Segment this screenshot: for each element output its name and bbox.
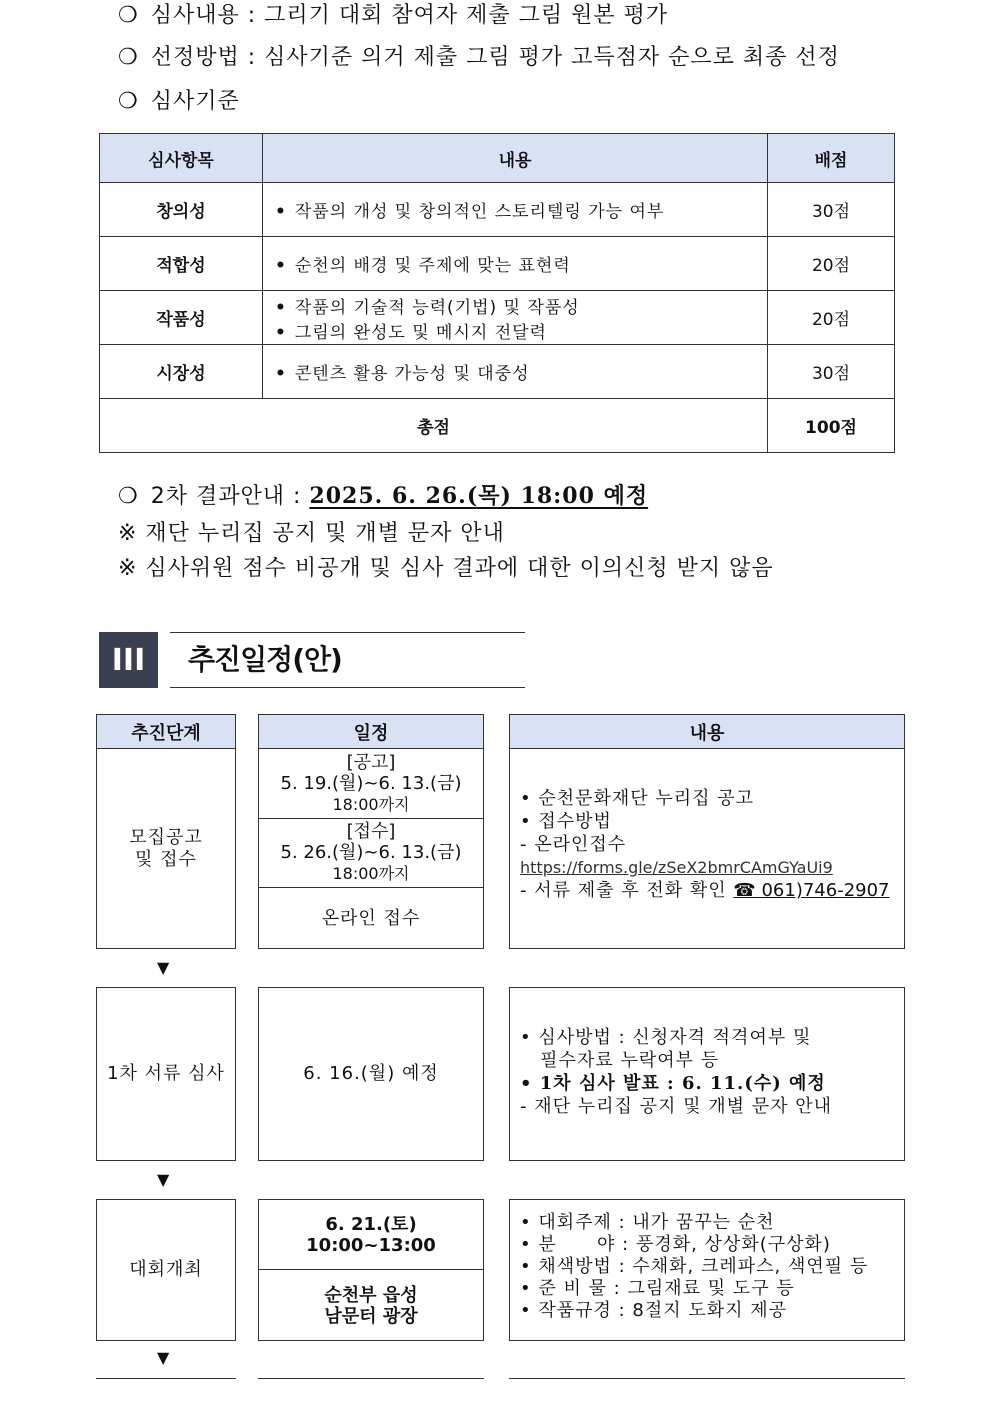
stage-recruitment-content: • 순천문화재단 누리집 공고 • 접수방법 - 온라인접수 https://forms.gle/zSeX2bmrCAmGYaUi9 - 서류 제출 후 전화 확인 ☎ 061)746-2907 [509, 748, 905, 949]
circle-bullet-icon: ❍ [118, 45, 139, 70]
application-form-link[interactable]: https://forms.gle/zSeX2bmrCAmGYaUi9 [520, 858, 833, 877]
section-top-line [170, 632, 525, 633]
circle-bullet-icon: ❍ [118, 484, 139, 509]
stage-document-review-date: 6. 16.(월) 예정 [258, 987, 484, 1161]
section-bottom-line [170, 687, 525, 688]
schedule-header-stage: 추진단계 [96, 714, 236, 749]
review-content-line: ❍ 심사내용 : 그리기 대회 참여자 제출 그림 원본 평가 [118, 3, 669, 28]
stage-document-review-content: • 심사방법 : 신청자격 적격여부 및 필수자료 누락여부 등 • 1차 심사 발표 : 6. 11.(수) 예정 - 재단 누리집 공지 및 개별 문자 안내 [509, 987, 905, 1161]
contest-datetime: 6. 21.(토) 10:00~13:00 [259, 1200, 483, 1270]
down-arrow-icon: ▼ [157, 1170, 170, 1189]
stage-recruitment-dates [258, 748, 484, 949]
section-number: III [99, 632, 158, 688]
stage-contest-content: • 대회주제 : 내가 꿈꾸는 순천 • 분 야 : 풍경화, 상상화(구상화) • 채색방법 : 수채화, 크레파스, 색연필 등 • 준 비 물 : 그림재료 및 도구 등 • 작품규경 : 8절지 도화지 제공 [509, 1199, 905, 1341]
result-announcement-line: ❍ 2차 결과안내 : 2025. 6. 26.(목) 18:00 예정 [118, 483, 649, 509]
next-stage-edge [96, 1378, 236, 1379]
online-receipt: 온라인 접수 [321, 908, 421, 929]
review-criteria-line: ❍ 심사기준 [118, 89, 240, 114]
result-date: 2025. 6. 26.(목) 18:00 예정 [309, 483, 649, 509]
circle-bullet-icon: ❍ [118, 3, 139, 28]
circle-bullet-icon: ❍ [118, 89, 139, 114]
criteria-header-row [100, 134, 895, 183]
notice-period: [공고] 5. 19.(월)~6. 13.(금) 18:00까지 [259, 749, 483, 819]
stage-document-review: 1차 서류 심사 [96, 987, 236, 1161]
contest-place: 순천부 읍성 남문터 광장 [324, 1284, 418, 1327]
header-score: 배점 [768, 134, 895, 183]
receipt-period: [접수] 5. 26.(월)~6. 13.(금) 18:00까지 [259, 818, 483, 888]
down-arrow-icon: ▼ [157, 1348, 170, 1367]
table-row: 시장성 • 콘텐츠 활용 가능성 및 대중성 30점 [100, 345, 895, 399]
next-stage-edge [509, 1378, 905, 1379]
table-row: 적합성 • 순천의 배경 및 주제에 맞는 표현력 20점 [100, 237, 895, 291]
next-stage-edge [258, 1378, 484, 1379]
schedule-header-content: 내용 [509, 714, 905, 749]
table-row: 창의성 • 작품의 개성 및 창의적인 스토리텔링 가능 여부 30점 [100, 183, 895, 237]
criteria-table [99, 133, 895, 453]
section-title: 추진일정(안) [188, 643, 342, 676]
header-item: 심사항목 [100, 134, 263, 183]
down-arrow-icon: ▼ [157, 958, 170, 977]
total-row: 총점 100점 [100, 399, 895, 453]
header-content: 내용 [263, 134, 768, 183]
result-note-2: ※ 심사위원 점수 비공개 및 심사 결과에 대한 이의신청 받지 않음 [118, 556, 774, 581]
table-row: 작품성 • 작품의 기술적 능력(기법) 및 작품성 • 그림의 완성도 및 메시지 전달력 20점 [100, 291, 895, 345]
stage-contest: 대회개최 [96, 1199, 236, 1341]
phone-number: ☎ 061)746-2907 [733, 880, 890, 901]
schedule-header-date: 일정 [258, 714, 484, 749]
selection-method-line: ❍ 선정방법 : 심사기준 의거 제출 그림 평가 고득점자 순으로 최종 선정 [118, 45, 840, 70]
stage-recruitment: 모집공고 및 접수 [96, 748, 236, 949]
result-note-1: ※ 재단 누리집 공지 및 개별 문자 안내 [118, 521, 505, 546]
stage-contest-date [258, 1199, 484, 1341]
